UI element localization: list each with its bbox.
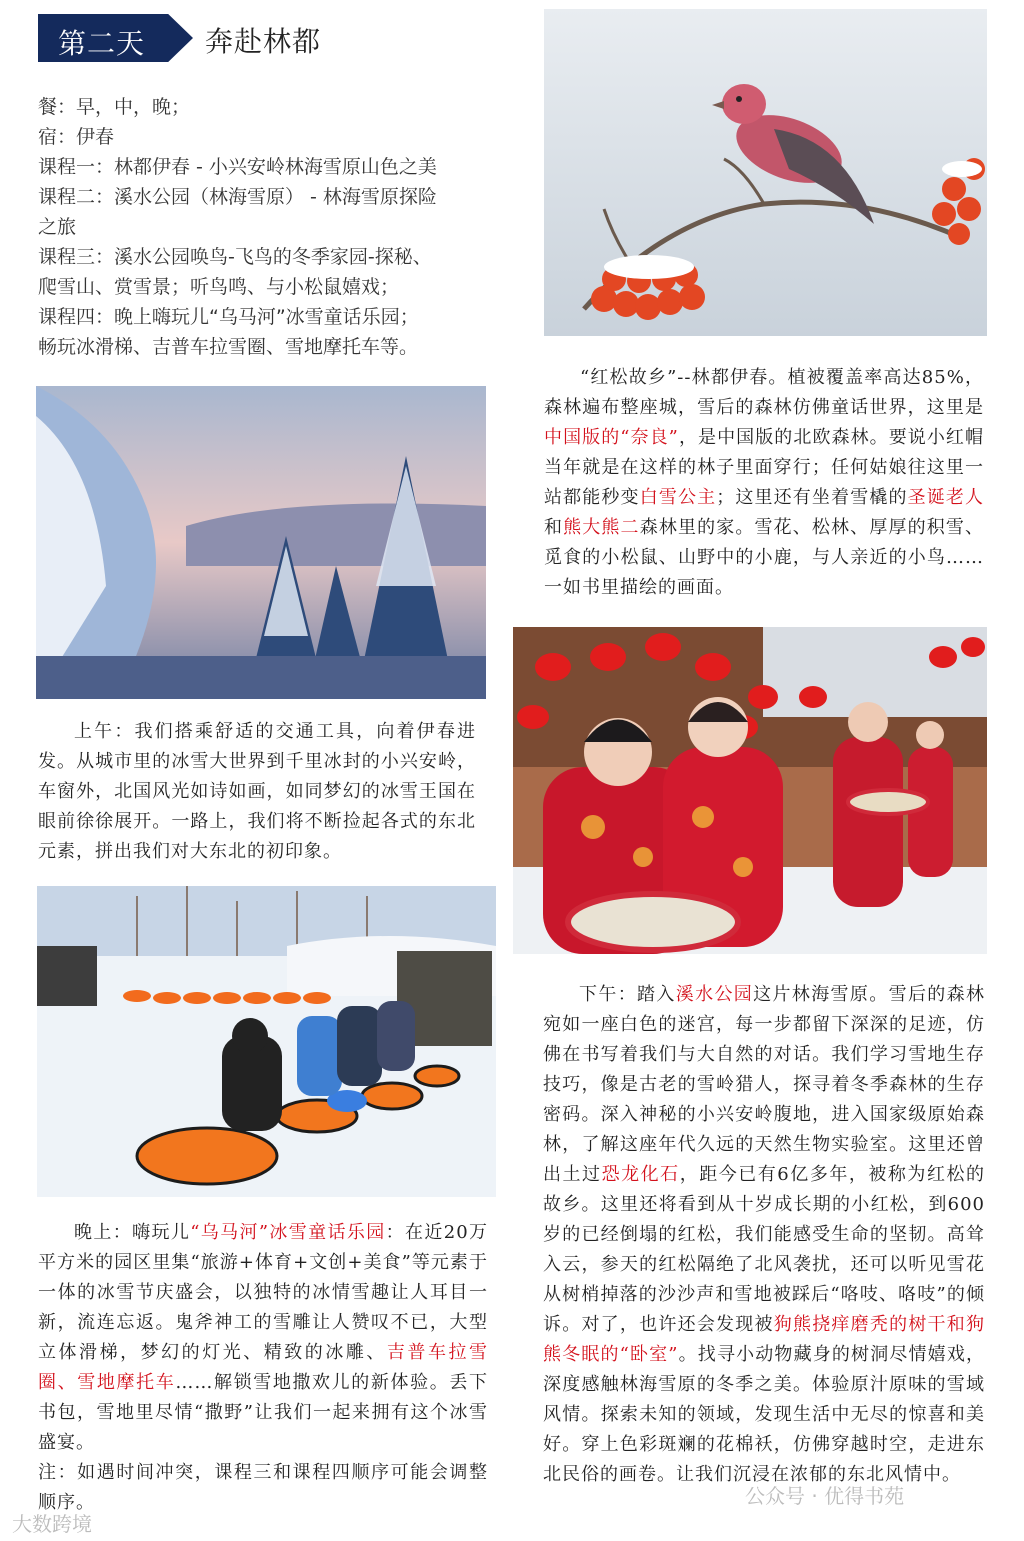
- text-segment: ：在近20万平方米的园区里集“旅游+体育+文创+美食”等元素于一体的冰雪节庆盛会，以独特的冰情雪趣让人耳目一新，流连忘返。鬼斧神工的雪雕让人赞叹不已，大型立体滑梯，梦幻的灯光、精致的冰雕、: [38, 1222, 489, 1363]
- forest-intro-paragraph: [544, 363, 984, 603]
- highlight-text: 狗熊挠痒磨秃的树干和狗熊冬眠的“卧室”: [543, 1314, 986, 1365]
- info-line: 餐：早，中，晚；: [38, 96, 191, 118]
- info-line: 爬雪山、赏雪景；听鸟鸣、与小松鼠嬉戏；: [38, 276, 400, 298]
- watermark-right: 公众号 · 优得书苑: [745, 1484, 905, 1508]
- info-line: 宿：伊春: [38, 126, 115, 148]
- day-badge: [38, 14, 193, 62]
- text-segment: 下午：踏入: [579, 984, 676, 1005]
- text-segment: 森林里的家。雪花、松林、厚厚的积雪、觅食的小松鼠、山野中的小鹿，与人亲近的小鸟……一如书里描绘的画面。: [544, 517, 985, 598]
- morning-paragraph: 上午：我们搭乘舒适的交通工具，向着伊春进发。从城市里的冰雪大世界到千里冰封的小兴安岭，车窗外，北国风光如诗如画，如同梦幻的冰雪王国在眼前徐徐展开。一路上，我们将不断捡起各式的东北元素，拼出我们对大东北的初印象。: [38, 721, 476, 862]
- text-segment: “红松故乡”--林都伊春。植被覆盖率高达85%，森林遍布整座城，雪后的森林仿佛童话世界，这里是: [544, 367, 984, 418]
- highlight-text: 溪水公园: [675, 984, 754, 1005]
- snowy-forest-photo: [36, 386, 486, 699]
- watermark-left: 大数跨境: [12, 1512, 92, 1536]
- info-line: 课程二：溪水公园（林海雪原） - 林海雪原探险: [38, 186, 437, 208]
- text-segment: 这片林海雪原。雪后的森林宛如一座白色的迷宫，每一步都留下深深的足迹，仿佛在书写着我们与大自然的对话。我们学习雪地生存技巧，像是古老的雪岭猎人，探寻着冬季森林的生存密码。深入神秘的小兴安岭腹地，进入国家级原始森林，了解这座年代久远的天然生物实验室。这里还曾出土过: [543, 984, 986, 1185]
- info-line: 课程四：晚上嗨玩儿“乌马河”冰雪童话乐园；: [38, 306, 419, 328]
- evening-paragraph: [38, 1218, 488, 1458]
- evening-section: [38, 1218, 488, 1518]
- schedule-info: [38, 92, 498, 362]
- festival-people-photo: [513, 627, 987, 954]
- highlight-text: 熊大熊二: [563, 517, 640, 538]
- snow-tubing-photo: [37, 886, 496, 1197]
- highlight-text: 圣诞老人: [907, 487, 985, 508]
- day-badge-label: 第二天: [58, 27, 146, 60]
- text-segment: ，是中国版的北欧森林。要说小红帽当年就是在这样的林子里面穿行；任何姑娘往这里一站都能秒变: [544, 427, 984, 508]
- text-segment: 和: [544, 517, 564, 538]
- info-line: 课程三：溪水公园唤鸟-飞鸟的冬季家园-探秘、: [38, 246, 432, 268]
- highlight-text: 中国版的“奈良”: [544, 427, 679, 448]
- text-segment: 晚上：嗨玩儿: [74, 1222, 191, 1243]
- text-segment: ；这里还有坐着雪橇的: [716, 487, 908, 508]
- info-line: 课程一：林都伊春 - 小兴安岭林海雪原山色之美: [38, 156, 437, 178]
- bird-photo: [544, 9, 987, 336]
- text-segment: ……解锁雪地撒欢儿的新体验。丢下书包，雪地里尽情“撒野”让我们一起来拥有这个冰雪盛宴。: [38, 1372, 489, 1453]
- note-text: 注：如遇时间冲突，课程三和课程四顺序可能会调整顺序。: [38, 1462, 488, 1513]
- text-segment: ，距今已有6亿多年，被称为红松的故乡。这里还将看到从十岁成长期的小红松，到600岁的已经倒塌的红松，我们能感受生命的坚韧。高耸入云，参天的红松隔绝了北风袭扰，还可以听见雪花从树梢掉落的沙沙声和雪地被踩后“咯吱、咯吱”的倾诉。对了，也许还会发现被: [543, 1164, 986, 1335]
- highlight-text: 吉普车拉雪圈、雪地摩托车: [38, 1342, 489, 1393]
- info-line: 畅玩冰滑梯、吉普车拉雪圈、雪地摩托车等。: [38, 336, 419, 358]
- highlight-text: 白雪公主: [639, 487, 717, 508]
- page-title: 奔赴林都: [205, 25, 322, 58]
- info-line: 之旅: [38, 216, 77, 238]
- highlight-text: 恐龙化石: [601, 1164, 680, 1185]
- text-segment: 。找寻小动物藏身的树洞尽情嬉戏，深度感触林海雪原的冬季之美。体验原汁原味的雪域风情。探索未知的领域，发现生活中无尽的惊喜和美好。穿上色彩斑斓的花棉袄，仿佛穿越时空，走进东北民俗的画卷。让我们沉浸在浓郁的东北风情中。: [543, 1344, 985, 1485]
- afternoon-paragraph: [543, 980, 985, 1490]
- highlight-text: “乌马河”冰雪童话乐园: [190, 1222, 386, 1243]
